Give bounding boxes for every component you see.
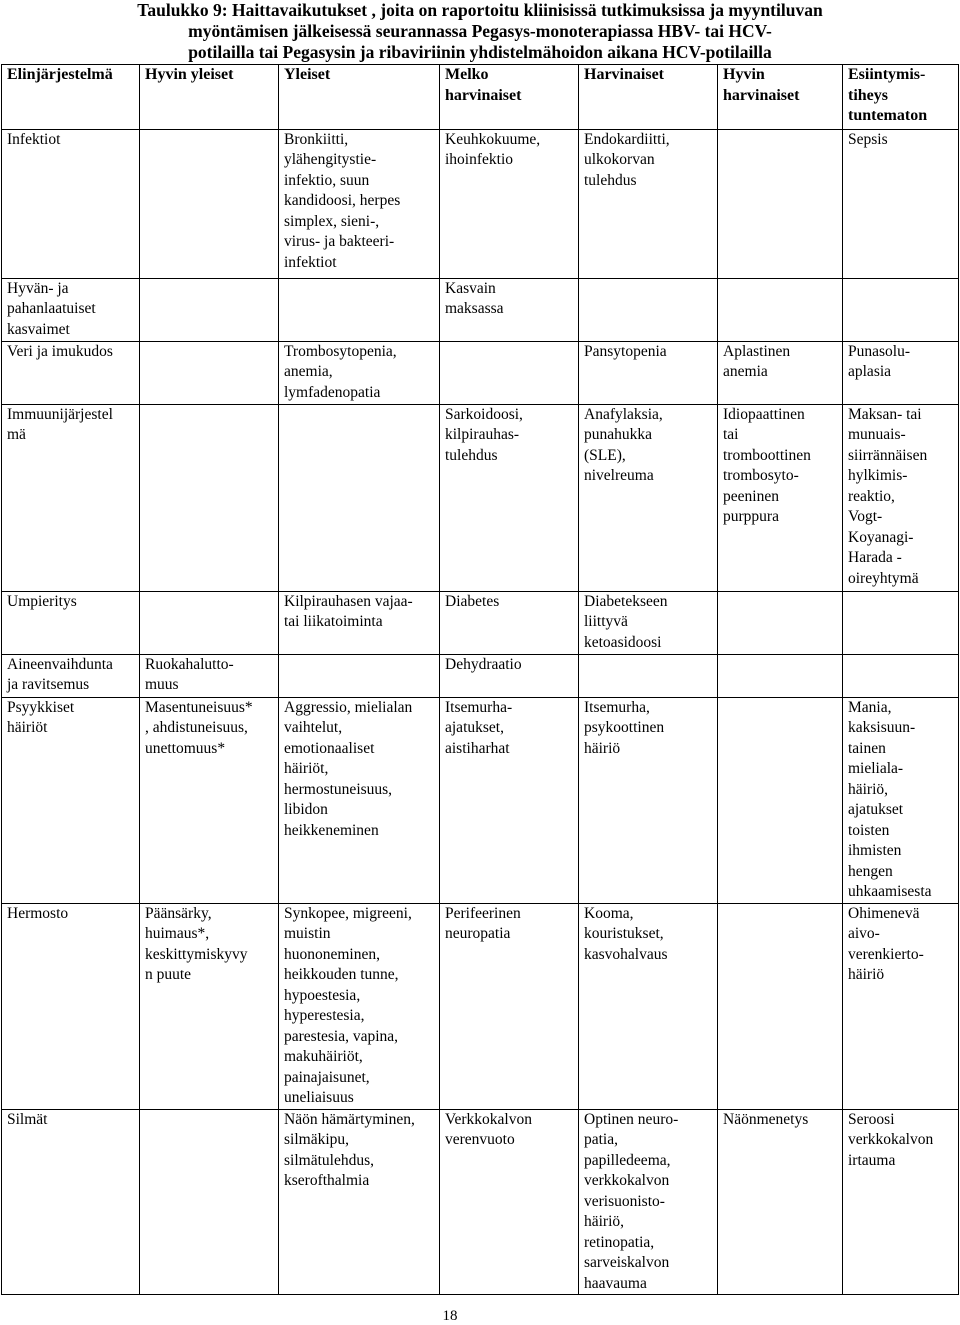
cell-text-line: Masentuneisuus* (145, 698, 253, 716)
frequency-cell (279, 404, 440, 591)
cell-text-line: simplex, sieni-, (284, 212, 380, 230)
cell-text-line: hypoestesia, (284, 986, 361, 1004)
cell-text-line: sarveiskalvon (584, 1254, 670, 1271)
cell-text-line: Idiopaattinen (723, 405, 805, 423)
cell-text-line: Ohimenevä (848, 904, 920, 922)
frequency-cell (440, 278, 579, 341)
cell-text-line: nivelreuma (584, 467, 654, 484)
cell-text-line: keskittymiskyvy (145, 945, 248, 963)
cell-text-line: reaktio, (848, 487, 895, 505)
frequency-cell (718, 129, 843, 278)
caption-line-3: potilailla tai Pegasysin ja ribaviriinin yhdistelmähoidon aikana HCV-potilailla (188, 42, 772, 62)
frequency-cell (843, 129, 959, 278)
table-row (2, 1109, 959, 1295)
cell-text-line: toisten (848, 821, 890, 839)
cell-text-line: papilledeema, (584, 1151, 671, 1169)
organ-system-cell (2, 654, 140, 697)
cell-text-line: häiriö, (848, 780, 889, 798)
organ-system-cell (2, 1109, 140, 1295)
frequency-cell (140, 697, 279, 903)
frequency-cell (440, 404, 579, 591)
cell-text-line: patia, (584, 1131, 618, 1148)
cell-text-line: psykoottinen (584, 719, 665, 736)
header-text-line: Hyvin yleiset (145, 66, 234, 83)
cell-text-line: muistin (284, 925, 331, 942)
cell-text-line: kandidoosi, herpes (284, 192, 401, 209)
cell-text-line: häiriö (848, 966, 885, 983)
header-row (2, 65, 959, 130)
cell-text-line: ihoinfektio (445, 151, 514, 168)
frequency-cell (843, 278, 959, 341)
frequency-cell (440, 1109, 579, 1295)
frequency-cell (440, 129, 579, 278)
caption-line-2: myöntämisen jälkeisessä seurannassa Pegasys-monoterapiassa HBV- tai HCV- (188, 21, 772, 41)
cell-text-line: tai liikatoiminta (284, 613, 383, 630)
column-header-5 (579, 65, 718, 130)
frequency-cell (440, 591, 579, 654)
cell-text-line: Infektiot (7, 130, 61, 148)
header-text-line: Elinjärjestelmä (7, 66, 113, 83)
cell-text-line: huononeminen, (284, 945, 380, 963)
cell-text-line: kasvohalvaus (584, 945, 668, 963)
cell-text-line: maksassa (445, 300, 504, 317)
frequency-cell (843, 1109, 959, 1295)
cell-text-line: aplasia (848, 363, 892, 380)
cell-text-line: silmäkipu, (284, 1131, 350, 1148)
cell-text-line: punahukka (584, 426, 653, 443)
cell-text-line: heikkouden tunne, (284, 966, 399, 983)
frequency-cell (718, 1109, 843, 1295)
cell-text-line: painajaisunet, (284, 1068, 370, 1086)
frequency-cell (440, 697, 579, 903)
cell-text-line: makuhäiriöt, (284, 1048, 363, 1065)
cell-text-line: hylkimis- (848, 467, 908, 484)
table-row (2, 341, 959, 404)
frequency-cell (718, 278, 843, 341)
organ-system-cell (2, 341, 140, 404)
organ-system-cell (2, 697, 140, 903)
cell-text-line: Näönmenetys (723, 1110, 809, 1128)
organ-system-cell (2, 129, 140, 278)
cell-text-line: Perifeerinen (445, 904, 521, 922)
frequency-cell (140, 1109, 279, 1295)
cell-text-line: häiriö (584, 739, 621, 757)
cell-text-line: ajatukset, (445, 719, 504, 736)
frequency-cell (718, 903, 843, 1109)
frequency-cell (579, 404, 718, 591)
table-row (2, 129, 959, 278)
cell-text-line: uhkaamisesta (848, 883, 932, 900)
frequency-cell (140, 654, 279, 697)
cell-text-line: Aggressio, mielialan (284, 698, 413, 716)
cell-text-line: Mania, (848, 698, 892, 716)
cell-text-line: n puute (145, 966, 192, 983)
cell-text-line: häiriöt (7, 719, 48, 736)
frequency-cell (718, 591, 843, 654)
frequency-cell (843, 404, 959, 591)
cell-text-line: hermostuneisuus, (284, 780, 393, 798)
cell-text-line: ylähengitystie- (284, 151, 377, 168)
frequency-cell (279, 903, 440, 1109)
caption-line-1: Taulukko 9: Haittavaikutukset , joita on raportoitu kliinisissä tutkimuksissa ja myyntiluvan (137, 0, 823, 20)
frequency-cell (579, 697, 718, 903)
cell-text-line: Verkkokalvon (445, 1110, 532, 1128)
cell-text-line: hengen (848, 862, 893, 880)
cell-text-line: Päänsärky, (145, 904, 212, 922)
cell-text-line: haavauma (584, 1274, 647, 1292)
cell-text-line: liittyvä (584, 613, 628, 630)
frequency-cell (718, 404, 843, 591)
cell-text-line: (SLE), (584, 446, 626, 464)
cell-text-line: parestesia, vapina, (284, 1027, 399, 1045)
cell-text-line: Aineenvaihdunta (7, 655, 113, 673)
cell-text-line: Synkopee, migreeni, (284, 904, 412, 922)
header-text-line: Melko (445, 66, 489, 83)
cell-text-line: aivo- (848, 925, 880, 942)
cell-text-line: Hermosto (7, 904, 69, 922)
cell-text-line: irtauma (848, 1151, 896, 1169)
cell-text-line: vaihtelut, (284, 719, 343, 736)
cell-text-line: Diabetekseen (584, 592, 668, 610)
cell-text-line: lymfadenopatia (284, 383, 381, 401)
cell-text-line: Maksan- tai (848, 405, 922, 423)
cell-text-line: Ruokahalutto- (145, 655, 234, 673)
column-header-4 (440, 65, 579, 130)
column-header-1 (2, 65, 140, 130)
cell-text-line: Trombosytopenia, (284, 342, 397, 360)
cell-text-line: verkkokalvon (848, 1131, 934, 1148)
frequency-cell (843, 903, 959, 1109)
cell-text-line: Silmät (7, 1110, 48, 1128)
column-header-2 (140, 65, 279, 130)
frequency-cell (140, 341, 279, 404)
cell-text-line: huimaus*, (145, 925, 210, 942)
cell-text-line: Vogt- (848, 508, 883, 525)
frequency-cell (718, 654, 843, 697)
cell-text-line: Seroosi (848, 1110, 895, 1128)
frequency-cell (579, 654, 718, 697)
cell-text-line: muus (145, 676, 179, 693)
cell-text-line: Umpieritys (7, 592, 77, 610)
cell-text-line: emotionaaliset (284, 739, 375, 757)
frequency-cell (579, 129, 718, 278)
cell-text-line: uneliaisuus (284, 1089, 354, 1106)
cell-text-line: ja ravitsemus (7, 676, 90, 693)
cell-text-line: Aplastinen (723, 342, 791, 360)
frequency-cell (279, 129, 440, 278)
cell-text-line: tromboottinen (723, 446, 811, 464)
cell-text-line: anemia, (284, 363, 333, 380)
table-row (2, 591, 959, 654)
table-caption (0, 0, 960, 63)
cell-text-line: trombosyto- (723, 467, 799, 484)
cell-text-line: Anafylaksia, (584, 405, 663, 423)
frequency-cell (279, 341, 440, 404)
frequency-cell (579, 903, 718, 1109)
table-row (2, 278, 959, 341)
frequency-cell (140, 903, 279, 1109)
header-text-line: tiheys (848, 86, 888, 104)
cell-text-line: , ahdistuneisuus, (145, 719, 248, 736)
cell-text-line: Keuhkokuume, (445, 130, 541, 148)
frequency-cell (140, 404, 279, 591)
header-text-line: Hyvin (723, 66, 765, 83)
cell-text-line: unettomuus* (145, 739, 226, 757)
cell-text-line: kilpirauhas- (445, 426, 520, 443)
cell-text-line: neuropatia (445, 925, 511, 942)
frequency-cell (718, 697, 843, 903)
cell-text-line: verisuonisto- (584, 1192, 665, 1210)
cell-text-line: kserofthalmia (284, 1172, 370, 1189)
cell-text-line: Kooma, (584, 904, 634, 922)
cell-text-line: verkkokalvon (584, 1172, 670, 1189)
cell-text-line: kaksisuun- (848, 719, 916, 736)
cell-text-line: kasvaimet (7, 320, 70, 338)
table-row (2, 697, 959, 903)
cell-text-line: ketoasidoosi (584, 633, 662, 651)
cell-text-line: häiriöt, (284, 760, 329, 777)
cell-text-line: Bronkiitti, (284, 130, 349, 148)
frequency-cell (279, 591, 440, 654)
frequency-cell (579, 591, 718, 654)
frequency-cell (440, 654, 579, 697)
frequency-cell (843, 591, 959, 654)
frequency-cell (579, 1109, 718, 1295)
cell-text-line: libidon (284, 801, 328, 818)
cell-text-line: purppura (723, 508, 779, 525)
frequency-cell (279, 654, 440, 697)
cell-text-line: heikkeneminen (284, 821, 379, 839)
cell-text-line: Koyanagi- (848, 528, 914, 546)
table-row (2, 903, 959, 1109)
cell-text-line: Kasvain (445, 279, 496, 297)
frequency-cell (579, 278, 718, 341)
cell-text-line: Kilpirauhasen vajaa- (284, 592, 413, 610)
frequency-cell (440, 341, 579, 404)
header-text-line: Esiintymis- (848, 66, 926, 83)
table-row (2, 654, 959, 697)
cell-text-line: infektiot (284, 253, 337, 271)
cell-text-line: siirrännäisen (848, 446, 928, 464)
column-header-3 (279, 65, 440, 130)
cell-text-line: Itsemurha- (445, 698, 513, 716)
organ-system-cell (2, 591, 140, 654)
cell-text-line: silmätulehdus, (284, 1151, 374, 1169)
cell-text-line: Itsemurha, (584, 698, 650, 716)
adverse-effects-table (1, 64, 959, 1295)
frequency-cell (843, 341, 959, 404)
cell-text-line: virus- ja bakteeri- (284, 233, 395, 250)
cell-text-line: hyperestesia, (284, 1007, 365, 1024)
cell-text-line: infektio, suun (284, 171, 370, 189)
cell-text-line: Veri ja imukudos (7, 342, 113, 360)
cell-text-line: Psyykkiset (7, 698, 75, 716)
cell-text-line: ajatukset (848, 801, 904, 818)
frequency-cell (140, 591, 279, 654)
frequency-cell (279, 278, 440, 341)
table-row (2, 404, 959, 591)
cell-text-line: Hyvän- ja (7, 279, 69, 297)
header-text-line: harvinaiset (723, 86, 800, 104)
header-text-line: harvinaiset (445, 86, 522, 104)
cell-text-line: mä (7, 426, 26, 443)
frequency-cell (279, 1109, 440, 1295)
cell-text-line: Optinen neuro- (584, 1110, 679, 1128)
organ-system-cell (2, 404, 140, 591)
header-text-line: Yleiset (284, 66, 331, 83)
cell-text-line: Sarkoidoosi, (445, 405, 523, 423)
frequency-cell (440, 903, 579, 1109)
cell-text-line: kouristukset, (584, 925, 664, 942)
column-header-6 (718, 65, 843, 130)
page-number: 18 (442, 1308, 458, 1324)
cell-text-line: retinopatia, (584, 1233, 655, 1251)
cell-text-line: oireyhtymä (848, 569, 919, 587)
frequency-cell (843, 697, 959, 903)
cell-text-line: Sepsis (848, 130, 888, 148)
cell-text-line: Dehydraatio (445, 655, 522, 673)
cell-text-line: tulehdus (445, 446, 498, 464)
cell-text-line: tai (723, 426, 739, 443)
cell-text-line: Pansytopenia (584, 342, 667, 360)
cell-text-line: tainen (848, 739, 886, 757)
cell-text-line: verenkierto- (848, 945, 924, 963)
cell-text-line: pahanlaatuiset (7, 300, 96, 317)
cell-text-line: peeninen (723, 487, 779, 505)
frequency-cell (579, 341, 718, 404)
cell-text-line: Näön hämärtyminen, (284, 1110, 415, 1128)
column-header-7 (843, 65, 959, 130)
cell-text-line: ihmisten (848, 842, 902, 859)
header-text-line: Harvinaiset (584, 66, 664, 83)
organ-system-cell (2, 278, 140, 341)
cell-text-line: Endokardiitti, (584, 130, 670, 148)
cell-text-line: Punasolu- (848, 342, 910, 360)
cell-text-line: munuais- (848, 426, 906, 443)
cell-text-line: Harada - (848, 549, 902, 566)
frequency-cell (279, 697, 440, 903)
frequency-cell (718, 341, 843, 404)
cell-text-line: häiriö, (584, 1213, 625, 1230)
frequency-cell (140, 278, 279, 341)
cell-text-line: Immuunijärjestel (7, 405, 113, 423)
organ-system-cell (2, 903, 140, 1109)
cell-text-line: Diabetes (445, 592, 500, 610)
cell-text-line: tulehdus (584, 171, 637, 189)
table-body (2, 129, 959, 1295)
frequency-cell (140, 129, 279, 278)
cell-text-line: verenvuoto (445, 1131, 515, 1148)
header-text-line: tuntematon (848, 107, 928, 124)
cell-text-line: ulkokorvan (584, 151, 655, 168)
cell-text-line: aistiharhat (445, 739, 510, 757)
cell-text-line: mieliala- (848, 760, 904, 777)
cell-text-line: anemia (723, 363, 768, 380)
frequency-cell (843, 654, 959, 697)
